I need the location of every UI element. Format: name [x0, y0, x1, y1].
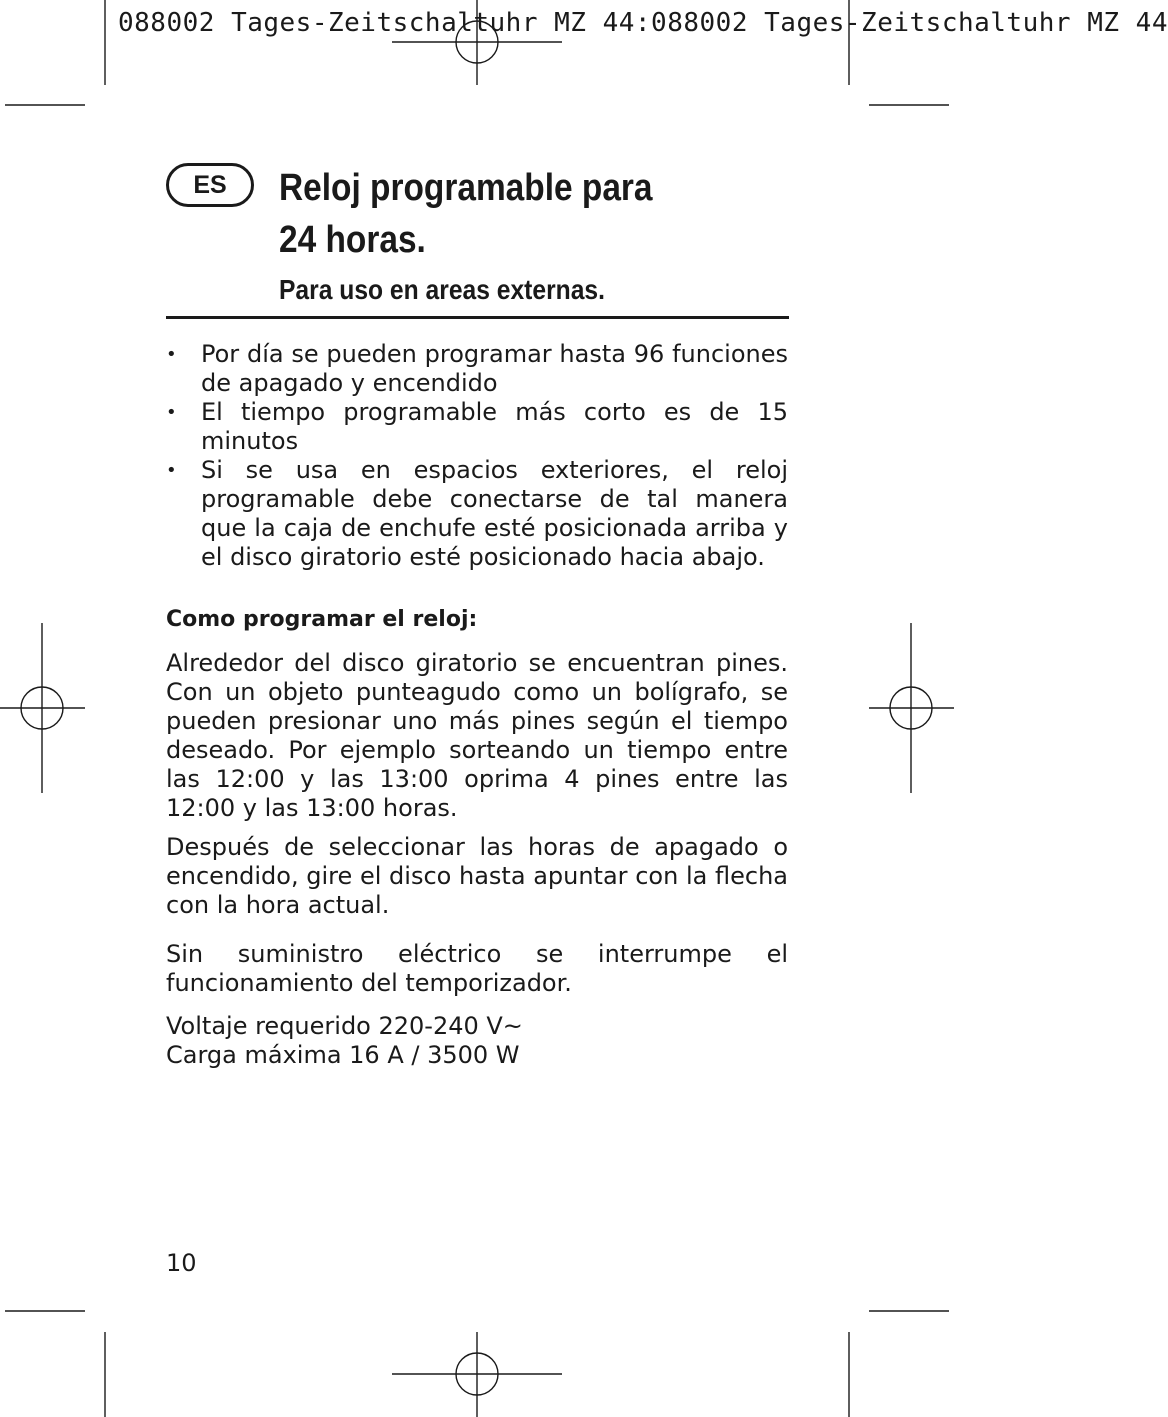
spec-voltage: Voltaje requerido 220-240 V~ [166, 1012, 523, 1040]
section-heading: Como programar el reloj: [166, 607, 478, 632]
paragraph-instructions: Alrededor del disco giratorio se encuentran pines. Con un objeto punteagudo como un bolígrafo, se pueden presionar uno más pines según el tiempo deseado. Por ejemplo sorteando un tiempo entre las 12:00 y las 13:00 oprima 4 pines entre las 12:00 y las 13:00 horas. [166, 649, 788, 822]
feature-list [166, 340, 788, 572]
page-number: 10 [166, 1249, 197, 1277]
title-divider [166, 316, 789, 319]
page-subtitle: Para uso en areas externas. [279, 274, 605, 305]
registration-mark-left [0, 623, 85, 793]
registration-mark-right [869, 623, 954, 793]
list-item: • El tiempo programable más corto es de 15 minutos [166, 398, 788, 456]
registration-mark-bottom [392, 1332, 562, 1417]
title-line-2: 24 horas. [279, 219, 426, 261]
list-item: • Si se usa en espacios exteriores, el reloj programable debe conectarse de tal manera que la caja de enchufe esté posicionada arriba y el disco giratorio esté posicionado hacia abajo. [166, 456, 788, 572]
paragraph-set-time: Después de seleccionar las horas de apagado o encendido, gire el disco hasta apuntar con la flecha con la hora actual. [166, 833, 788, 919]
print-slug-line: 088002 Tages-Zeitschaltuhr MZ 44:088002 Tages-Zeitschaltuhr MZ 44 [118, 8, 1168, 38]
spec-max-load: Carga máxima 16 A / 3500 W [166, 1041, 520, 1069]
specs-block [166, 1012, 788, 1070]
paragraph-power-note: Sin suministro eléctrico se interrumpe el funcionamiento del temporizador. [166, 940, 788, 997]
list-item: • Por día se pueden programar hasta 96 funciones de apagado y encendido [166, 340, 788, 398]
title-line-1: Reloj programable para [279, 167, 653, 209]
page-title [279, 162, 737, 266]
body-content [166, 340, 788, 1080]
language-badge: ES [166, 163, 254, 207]
